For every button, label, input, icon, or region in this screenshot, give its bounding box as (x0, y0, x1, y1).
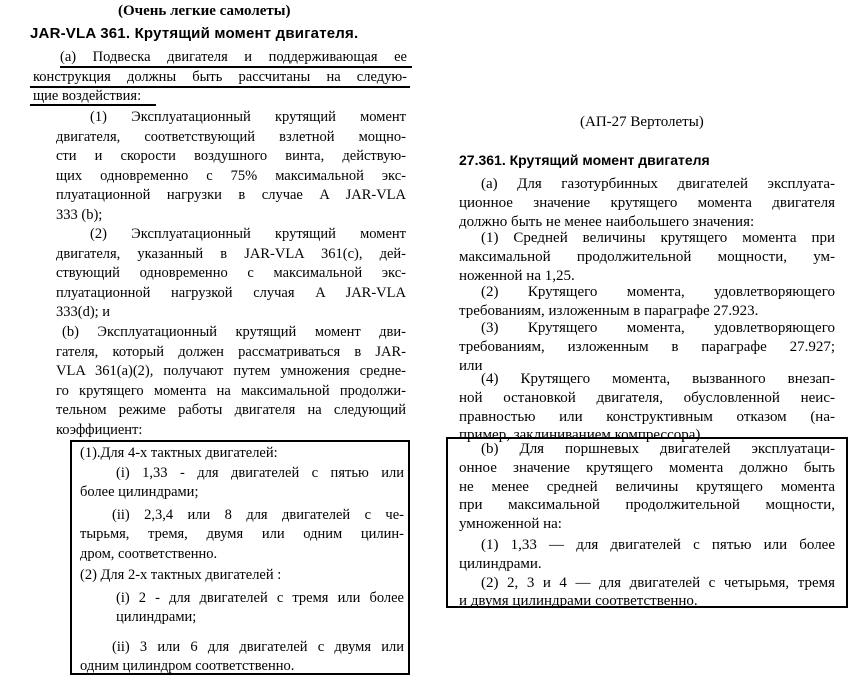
text-line: (2) Эксплуатационный крутящий момент (90, 226, 406, 242)
text-line: го крутящего момента на максимальной продолжи- (56, 382, 406, 399)
text-line: ствующий одновременно с максимальной экс- (56, 265, 406, 281)
text-line: VLA 361(a)(2), получают путем умножения средне- (56, 363, 406, 379)
text-line: онное значение крутящего момента должно быть (459, 459, 835, 476)
text-line: 333 (b); (56, 206, 103, 223)
left-item-1 (56, 108, 406, 225)
text-line: ционное значение крутящего момента двигателя (459, 194, 835, 211)
text-line: требованиям, изложенным в параграфе 27.923. (459, 302, 759, 319)
underline-mark (60, 66, 412, 68)
text-line: коэффициент: (56, 421, 143, 438)
text-line: правностью или конструктивным отказом (на- (459, 408, 835, 425)
text-line: (a) Подвеска двигателя и поддерживающая ее (60, 49, 407, 65)
left-para-a (33, 48, 407, 107)
left-para-b (56, 323, 406, 440)
text-line: (1) Эксплуатационный крутящий момент (90, 109, 406, 125)
text-line: сти и скорости воздушного винта, действую- (56, 148, 406, 164)
text-line: (b) Эксплуатационный крутящий момент дви- (62, 324, 406, 340)
text-line: (i) 2 - для двигателей с тремя или более (116, 589, 404, 606)
text-line: (1) Средней величины крутящего момента при (481, 230, 835, 246)
underline-mark (30, 86, 410, 88)
text-line: или (459, 357, 483, 374)
text-line: при максимальной продолжительной мощности, (459, 497, 835, 514)
text-line: должно быть не менее наибольшего значения: (459, 213, 755, 230)
left-header: (Очень легкие самолеты) (118, 3, 291, 19)
text-line: плуатационной нагрузкой случая A JAR-VLA (56, 284, 406, 301)
text-line: двигателя, указанный в JAR-VLA 361(c), дей- (56, 245, 406, 262)
text-line: (b) Для поршневых двигателей эксплуатаци- (481, 441, 835, 457)
text-line: одним цилиндром соответственно. (80, 658, 295, 674)
right-para-a (459, 175, 835, 231)
text-line: максимальной продолжительной мощности, ум- (459, 248, 835, 265)
text-line: ноженной на 1,25. (459, 267, 575, 284)
right-item-1 (459, 229, 835, 285)
text-line: (3) Крутящего момента, удовлетворяющего (481, 320, 835, 336)
text-line: тельном режиме работы двигателя на следующий (56, 402, 406, 418)
text-line: цилиндрами. (459, 555, 542, 572)
text-line: 333(d); и (56, 304, 111, 320)
text-line: плуатационной нагрузки в случае A JAR-VLA (56, 187, 406, 203)
right-box-content (459, 440, 835, 611)
text-line: щие воздействия: (33, 88, 142, 104)
text-line: конструкция должны быть рассчитаны на следую- (33, 68, 407, 85)
two-stroke-heading: (2) Для 2-х тактных двигателей : (80, 567, 282, 583)
left-box-content (80, 444, 404, 677)
text-line: (4) Крутящего момента, вызванного внезап- (481, 371, 835, 387)
text-line: и двумя цилиндрами соответственно. (459, 593, 698, 610)
text-line: (ii) 3 или 6 для двигателей с двумя или (112, 638, 404, 655)
text-line: умноженной на: (459, 516, 562, 533)
text-line: цилиндрами; (116, 609, 197, 625)
text-line: ной остановкой двигателя, обусловленной неис- (459, 389, 835, 406)
text-line: пример, заклиниванием компрессора). (459, 427, 705, 444)
right-header: (АП-27 Вертолеты) (580, 114, 704, 130)
right-item-4 (459, 370, 835, 445)
right-item-2 (459, 283, 835, 321)
text-line: (2) 2, 3 и 4 — для двигателей с четырьмя, тремя (481, 574, 835, 591)
text-line: дром, соответственно. (80, 545, 218, 562)
text-line: требованиям, изложенным в параграфе 27.927; (459, 338, 835, 355)
text-line: более цилиндрами; (80, 484, 199, 500)
text-line: щих одновременно с 75% максимальной экс- (56, 167, 406, 184)
text-line: двигателя, соответствующий взлетной мощно- (56, 128, 406, 145)
text-line: (ii) 2,3,4 или 8 для двигателей с че- (112, 506, 404, 523)
text-line: (i) 1,33 - для двигателей с пятью или (116, 464, 404, 481)
text-line: не менее средней величины крутящего момента (459, 478, 835, 495)
text-line: (2) Крутящего момента, удовлетворяющего (481, 284, 835, 300)
text-line: гателя, который должен рассматриваться в JAR- (56, 343, 406, 360)
left-item-2 (56, 225, 406, 323)
text-line: (1) 1,33 — для двигателей с пятью или более (481, 536, 835, 553)
left-section-title: JAR-VLA 361. Крутящий момент двигателя. (30, 25, 359, 42)
text-line: тырьмя, тремя, двумя или одним цилин- (80, 526, 404, 542)
underline-mark (30, 104, 156, 106)
four-stroke-heading: (1).Для 4-х тактных двигателей: (80, 445, 278, 461)
right-section-title: 27.361. Крутящий момент двигателя (459, 152, 710, 168)
text-line: (a) Для газотурбинных двигателей эксплуата- (481, 176, 835, 192)
right-item-3 (459, 319, 835, 375)
